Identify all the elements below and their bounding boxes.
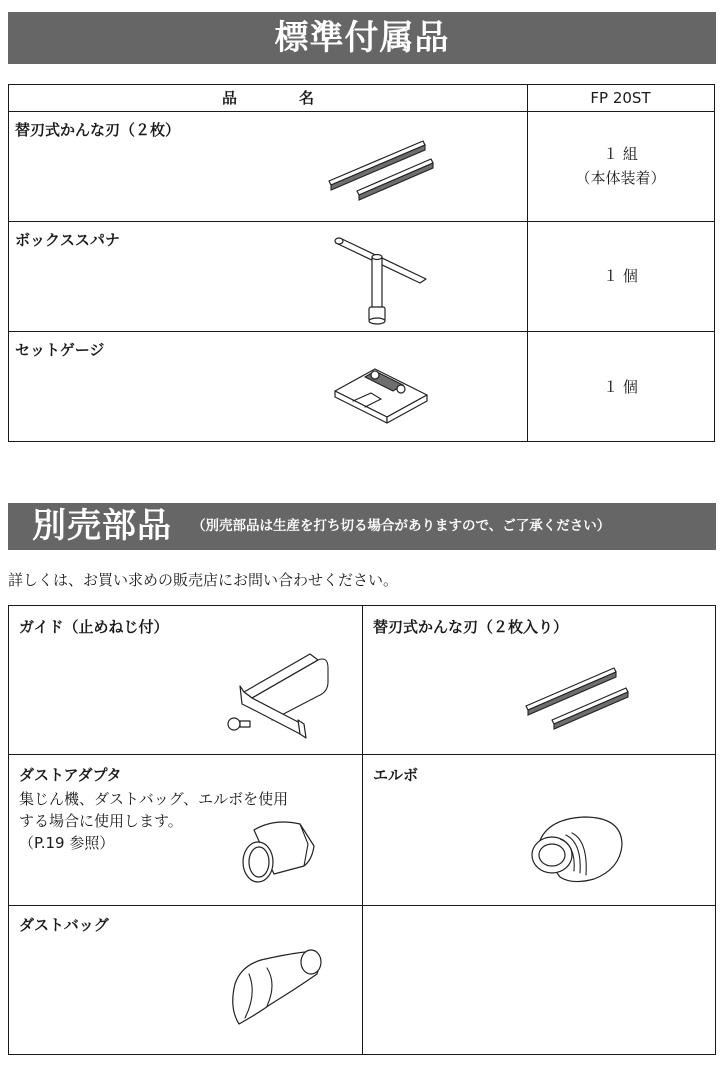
row-qty-spanner: １ 個 xyxy=(603,267,638,285)
elbow-icon xyxy=(524,811,629,891)
guide-icon xyxy=(214,646,334,746)
row-label-set-gauge: セットゲージ xyxy=(15,341,105,359)
row-divider xyxy=(9,905,715,906)
standard-accessories-table xyxy=(8,84,715,442)
optional-parts-note: （別売部品は生産を打ち切る場合がありますので、ご了承ください） xyxy=(192,518,611,534)
blade-pair-icon xyxy=(524,664,634,734)
row-qty-set-gauge: １ 個 xyxy=(603,378,638,396)
standard-accessories-banner xyxy=(8,12,716,64)
cell-label-dust-bag: ダストバッグ xyxy=(19,916,109,934)
optional-parts-table xyxy=(8,605,716,1055)
dust-adapter-icon xyxy=(234,816,324,886)
column-divider xyxy=(362,606,363,1054)
cell-label-elbow: エルボ xyxy=(373,766,419,784)
dust-adapter-desc-line-3: （P.19 参照） xyxy=(19,834,115,852)
dust-adapter-desc-line-2: する場合に使用します。 xyxy=(19,812,183,830)
header-item-name: 品名 xyxy=(221,89,376,107)
optional-parts-title: 別売部品 xyxy=(32,506,172,546)
standard-accessories-title: 標準付属品 xyxy=(274,18,450,58)
row-divider xyxy=(9,111,714,112)
row-qty-blades: １ 組 xyxy=(603,145,638,163)
cell-label-dust-adapter: ダストアダプタ xyxy=(19,766,122,784)
box-spanner-icon xyxy=(334,229,434,324)
blade-pair-icon xyxy=(327,129,437,199)
dust-adapter-desc-line-1: 集じん機、ダストバッグ、エルボを使用 xyxy=(19,790,289,808)
row-divider xyxy=(9,221,714,222)
cell-label-guide: ガイド（止めねじ付） xyxy=(19,618,169,636)
row-divider xyxy=(9,331,714,332)
row-divider xyxy=(9,754,715,755)
optional-parts-banner xyxy=(8,503,716,550)
optional-parts-intro: 詳しくは、お買い求めの販売店にお問い合わせください。 xyxy=(8,571,399,589)
row-label-spanner: ボックススパナ xyxy=(15,231,120,249)
set-gauge-icon xyxy=(331,357,431,427)
cell-label-blades-optional: 替刃式かんな刃（２枚入り） xyxy=(373,618,569,636)
row-note-blades: （本体装着） xyxy=(575,169,666,187)
header-model: FP 20ST xyxy=(590,89,651,107)
dust-bag-icon xyxy=(227,944,327,1034)
row-label-blades: 替刃式かんな刃（２枚） xyxy=(15,121,181,139)
